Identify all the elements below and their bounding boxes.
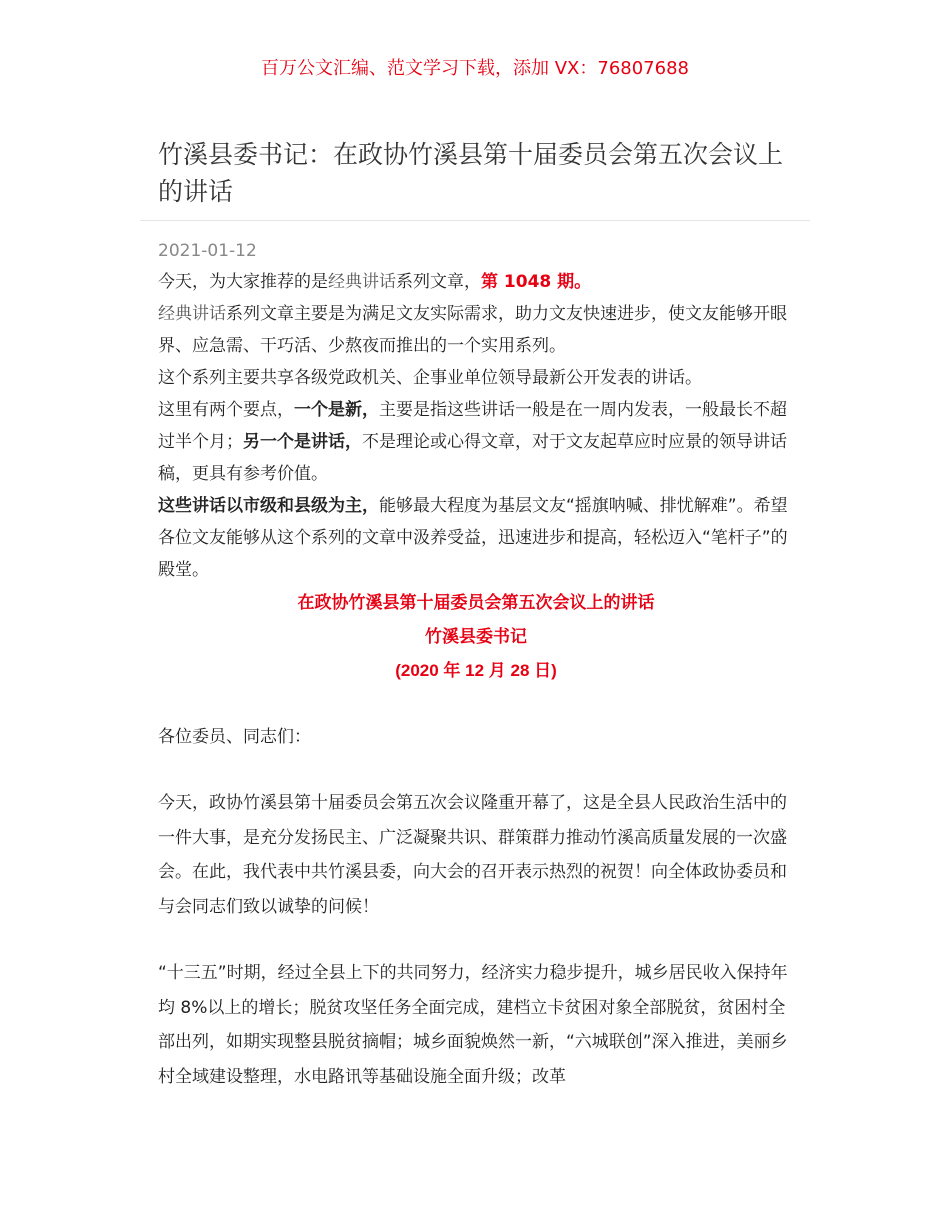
key-point-2: 另一个是讲话， — [243, 432, 362, 452]
intro-block — [158, 266, 794, 586]
intro-paragraph-1 — [158, 266, 794, 298]
series-name: 经典讲话 — [158, 304, 226, 324]
speech-heading: 在政协竹溪县第十届委员会第五次会议上的讲话 — [297, 593, 655, 612]
article-date: 2021-01-12 — [158, 241, 257, 261]
intro-paragraph-2 — [158, 298, 794, 362]
spacer — [158, 754, 794, 786]
key-point-1: 一个是新， — [294, 400, 379, 420]
intro-text: 这里有两个要点， — [158, 400, 294, 420]
issue-number: 第 1048 期。 — [481, 272, 592, 292]
series-name: 经典讲话 — [328, 272, 396, 292]
intro-text: 今天，为大家推荐的是 — [158, 272, 328, 292]
spacer — [158, 924, 794, 956]
speech-paragraph-1: 今天，政协竹溪县第十届委员会第五次会议隆重开幕了，这是全县人民政治生活中的一件大事，是充分发扬民主、广泛凝聚共识、群策群力推动竹溪高质量发展的一次盛会。在此，我代表中共竹溪县委，向大会的召开表示热烈的祝贺！向全体政协委员和与会同志们致以诚挚的问候！ — [158, 793, 787, 917]
speech-paragraph-2: “十三五”时期，经过全县上下的共同努力，经济实力稳步提升，城乡居民收入保持年均 8%以上的增长；脱贫攻坚任务全面完成，建档立卡贫困对象全部脱贫，贫困村全部出列，如期实现整县脱贫摘帽；城乡面貌焕然一新，“六城联创”深入推进，美丽乡村全域建设整理，水电路讯等基础设施全面升级；改革 — [158, 963, 788, 1087]
intro-text: 主要是指这些讲话一般是在一周内发表，一般最长不超过半个月； — [158, 400, 787, 452]
intro-paragraph-4 — [158, 394, 794, 490]
intro-text: 能够最大程度为基层文友“摇旗呐喊、排忧解难”。希望各位文友能够从这个系列的文章中汲养受益，迅速进步和提高，轻松迈入“笔杆子”的殿堂。 — [158, 496, 788, 580]
header-banner: 百万公文汇编、范文学习下载，添加 VX：76807688 — [261, 58, 689, 79]
intro-paragraph-3: 这个系列主要共享各级党政机关、企事业单位领导最新公开发表的讲话。 — [158, 368, 702, 388]
speech-speaker: 竹溪县委书记 — [425, 627, 527, 646]
intro-text: 不是理论或心得文章，对于文友起草应时应景的领导讲话稿，更具有参考价值。 — [158, 432, 787, 484]
speech-date: (2020 年 12 月 28 日) — [395, 661, 557, 680]
spacer — [158, 688, 794, 720]
intro-paragraph-5 — [158, 490, 794, 586]
intro-text: 系列文章， — [396, 272, 481, 292]
article-title: 竹溪县委书记：在政协竹溪县第十届委员会第五次会议上的讲话 — [158, 140, 784, 206]
speech-salutation: 各位委员、同志们： — [158, 727, 311, 747]
key-point-3: 这些讲话以市级和县级为主， — [158, 496, 379, 516]
intro-text: 系列文章主要是为满足文友实际需求，助力文友快速进步，使文友能够开眼界、应急需、干巧活、少熬夜而推出的一个实用系列。 — [158, 304, 787, 356]
title-divider — [140, 220, 810, 221]
article-body — [158, 266, 794, 1094]
